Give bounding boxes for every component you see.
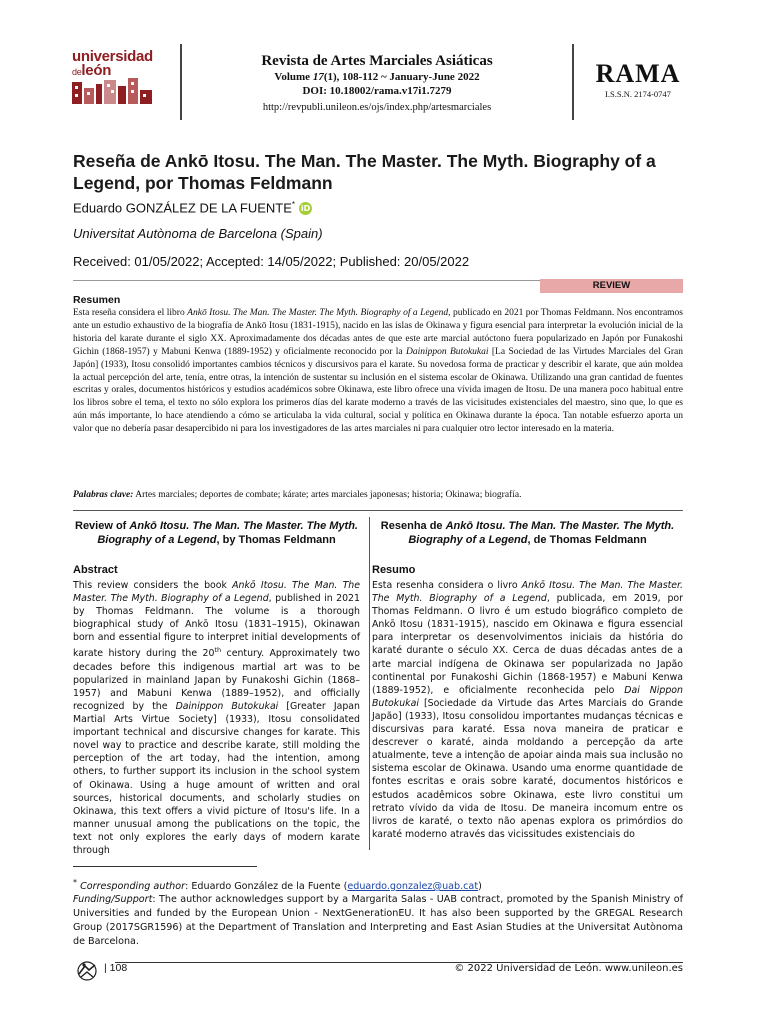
orcid-icon[interactable]: iD [300, 204, 311, 214]
portuguese-heading: Resenha de Ankō Itosu. The Man. The Master. The Myth. Biography of a Legend, de Thomas Feldmann [380, 520, 675, 546]
rama-logo-text: RAMA [595, 59, 681, 88]
copyright: © 2022 Universidad de León. www.unileon.es [454, 963, 683, 974]
author-mark: * [291, 200, 296, 209]
university-logo [72, 50, 156, 106]
english-heading: Review of Ankō Itosu. The Man. The Master. The Myth. Biography of a Legend, by Thomas Feldmann [75, 520, 358, 546]
affiliation: Universitat Autònoma de Barcelona (Spain) [73, 226, 323, 241]
logo-building-icon [72, 50, 156, 106]
resumen-body: Esta reseña considera el libro Ankō Itosu. The Man. The Master. The Myth. Biography of a Legend, publicado en 2021 por Thomas Feldmann. Nos encontramos ante un estudio exhaustivo de la biografía de Ankō Itosu (1831-1915), nacido en las islas de Okinawa y figura esencial para interpretar la evolución inicial de la historia del karate durante el siglo XX. Aproximadamente dos décadas antes de que este arte marcial autóctono fuera popularizado en Japón por Funakoshi Gichin (1868-1957) y Mabuni Kenwa (1889-1952) y oficialmente reconocido por la Dainippon Butokukai [La Sociedad de las Virtudes Marciales del Gran Japón] (1933), Itosu consolidó importantes cambios técnicos y discursivos para el karate. Su novedosa forma de practicar y describir el karate, que aún moldea la actual percepción del arte, tenía, entre otras, la intención de sustentar su inclusión en el sistema escolar de Okinawa. Utilizando una gran cantidad de fuentes escritas y orales, documentos históricos y estudios académicos sobre Okinawa, este libro ofrece una vívida imagen de Itosu. De una manera poco habitual entre los libros sobre el tema, el texto no sólo explora los primeros días del karate moderno a través de las vicisitudes existenciales del maestro, sino que, lo que es aún más importante, lo hace atendiendo a cómo se articulaba la vida cultural, social y política en Okinawa durante la época. Tan notable esfuerzo aporta un valor que no debería pasar desapercibido ni para los investigadores de las artes marciales ni para cualquier otro lector interesado en la materia. [73, 308, 683, 435]
issn: I.S.S.N. 2174-0747 [605, 89, 671, 99]
journal-url[interactable]: http://revpubli.unileon.es/ojs/index.php/artesmarciales [262, 102, 492, 113]
author-line [73, 200, 312, 215]
martial-arts-emblem-icon [73, 960, 101, 982]
publication-dates: Received: 01/05/2022; Accepted: 14/05/2022; Published: 20/05/2022 [73, 254, 470, 269]
resumo-heading: Resumo [372, 564, 416, 576]
header-divider-left [180, 44, 182, 120]
logo-brand: universidad [72, 48, 153, 65]
header-divider-right [572, 44, 574, 120]
journal-title: Revista de Artes Marciales Asiáticas [261, 53, 493, 69]
doi: DOI: 10.18002/rama.v17i1.7279 [302, 85, 452, 97]
logo-city: león [81, 62, 112, 79]
rama-brand [578, 60, 698, 100]
journal-header [186, 52, 568, 115]
author-last: GONZÁLEZ DE LA FUENTE [125, 200, 292, 216]
resumo-body: Esta resenha considera o livro Ankō Itosu. The Man. The Master. The Myth. Biography of a Legend, publicada, em 2019, por Thomas Feldmann. O livro é um estudo biográfico completo de Ankō Itosu (1831-1915), nascido em Okinawa e figura essencial para interpretar os desenvolvimentos iniciais da história do karaté durante o século XX. Cerca de duas décadas antes de a arte marcial indígena de Okinawa ser popularizada no Japão continental por Funakoshi Gichin (1868-1957) e Mabuni Kenwa (1889-1952), e oficialmente reconhecida pelo Dai Nippon Butokukai [Sociedade da Virtude das Artes Marciais do Grande Japão] (1933), Itosu consolidou importantes mudanças técnicas e discursivas para karaté. Essa nova maneira de praticar e descrever o karaté, ainda moldando a percepção da arte atualmente, teve a intenção de apoiar ainda mais sua inclusão no sistema escolar de Okinawa. Usando uma enorme quantidade de fontes escritas e orais sobre karaté, documentos históricos e estudos acadêmicos sobre Okinawa, este livro constitui um retrato vívido da vida de Itosu. De maneira incomum entre os livros de karaté, o texto não apenas explora os primórdios do karaté moderno através das vicissitudes existenciais do [372, 580, 684, 840]
footnote-corresponding: * Corresponding author: Eduardo González de la Fuente (eduardo.gonzalez@uab.cat) [73, 878, 482, 893]
author-first: Eduardo [73, 200, 126, 216]
article-title: Reseña de Ankō Itosu. The Man. The Master. The Myth. Biography of a Legend, por Thomas Feldmann [73, 151, 656, 193]
volume-line: Volume 17(1), 108-112 ~ January-June 2022 [274, 71, 480, 83]
section-rule [73, 510, 683, 511]
resumen-heading: Resumen [73, 294, 121, 306]
abstract-body: This review considers the book Ankō Itosu. The Man. The Master. The Myth. Biography of a Legend, published in 2021 by Thomas Feldmann. The volume is a thorough biographical study of Ankō Itosu (1831–1915), Okinawan born and essential figure to interpret initial developments of karate history during the 20th century. Approximately two decades before this indigenous martial art was to be popularized in mainland Japan by Funakoshi Gichin (1868–1957) and Mabuni Kenwa (1889–1952), and officially recognized by the Dainippon Butokukai [Greater Japan Martial Arts Virtue Society] (1933), Itosu consolidated important technical and discursive changes for karate. This novel way to practice and describe karate, still molding the perception of the art today, had the intention, among others, to further support its inclusion in the school system of Okinawa. Using a huge amount of written and oral sources, historical documents, and scholarly studies on Okinawa, this text offers a vivid picture of Itosu's life. In a manner unusual among the publications on the topic, the text not only explores the early days of modern karate through [73, 580, 361, 856]
page-number: | 108 [104, 962, 128, 974]
review-tag: REVIEW [540, 279, 683, 293]
palabras-clave: Palabras clave: Artes marciales; deportes de combate; kárate; artes marciales japonesas; historia; Okinawa; biografía. [73, 490, 522, 500]
footnote-funding: Funding/Support: The author acknowledges support by a Margarita Salas - UAB contract, promoted by the Spanish Ministry of Universities and funded by the European Union - NextGenerationEU. It has also been supported by the GREGAL Research Group (2017SGR1596) at the Department of Translation and Interpreting and East Asian Studies at the Universitat Autònoma de Barcelona. [73, 894, 683, 947]
footnote-rule [73, 866, 257, 867]
abstract-heading: Abstract [73, 564, 118, 576]
author-email-link[interactable]: eduardo.gonzalez@uab.cat [347, 881, 479, 893]
column-divider [369, 517, 370, 850]
logo-de: de [72, 67, 82, 77]
